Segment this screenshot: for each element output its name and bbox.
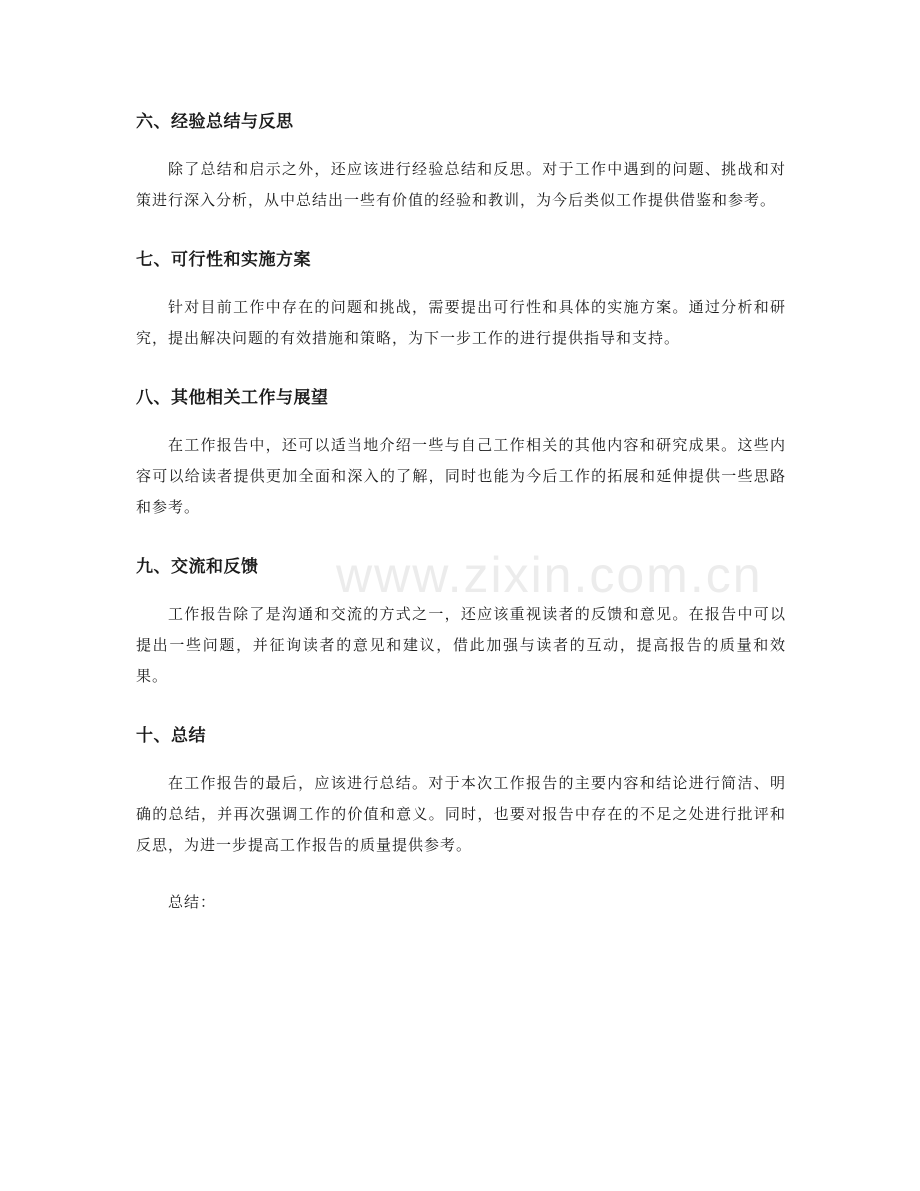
section-paragraph: 在工作报告中，还可以适当地介绍一些与自己工作相关的其他内容和研究成果。这些内容可以给读者提供更加全面和深入的了解，同时也能为今后工作的拓展和延伸提供一些思路和参考。 [136, 436, 786, 516]
section-heading: 七、可行性和实施方案 [136, 250, 311, 270]
section-heading: 十、总结 [136, 726, 206, 746]
section-heading: 六、经验总结与反思 [136, 112, 294, 132]
section-related-work-outlook [136, 380, 786, 523]
section-paragraph: 在工作报告的最后，应该进行总结。对于本次工作报告的主要内容和结论进行简洁、明确的总结，并再次强调工作的价值和意义。同时，也要对报告中存在的不足之处进行批评和反思，为进一步提高工作报告的质量提供参考。 [136, 774, 786, 854]
section-communication-feedback [136, 549, 786, 692]
section-summary [136, 718, 786, 861]
document-body [136, 104, 786, 918]
section-paragraph: 针对目前工作中存在的问题和挑战，需要提出可行性和具体的实施方案。通过分析和研究，提出解决问题的有效措施和策略，为下一步工作的进行提供指导和支持。 [136, 298, 786, 347]
closing-label: 总结： [168, 893, 217, 911]
section-paragraph: 工作报告除了是沟通和交流的方式之一，还应该重视读者的反馈和意见。在报告中可以提出一些问题，并征询读者的意见和建议，借此加强与读者的互动，提高报告的质量和效果。 [136, 605, 786, 685]
section-paragraph: 除了总结和启示之外，还应该进行经验总结和反思。对于工作中遇到的问题、挑战和对策进行深入分析，从中总结出一些有价值的经验和教训，为今后类似工作提供借鉴和参考。 [136, 160, 786, 209]
section-heading: 八、其他相关工作与展望 [136, 388, 329, 408]
watermark-text: www.zixin.com.cn [336, 547, 763, 603]
section-experience-reflection [136, 104, 786, 216]
section-feasibility-plan [136, 242, 786, 354]
section-heading: 九、交流和反馈 [136, 557, 259, 577]
